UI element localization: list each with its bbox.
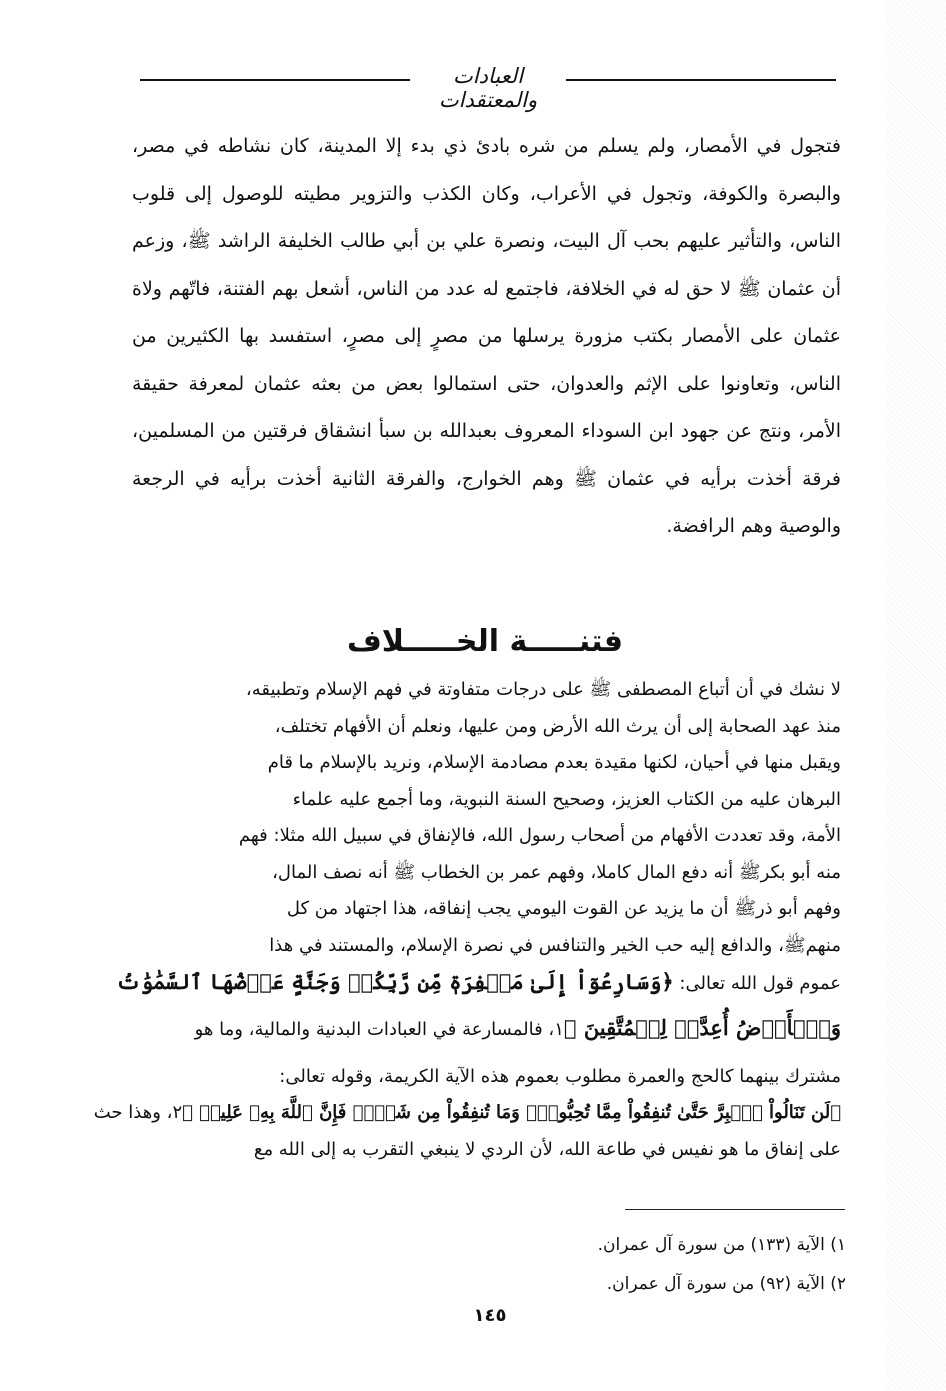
paragraph-2-line: ويقبل منها في أحيان، لكنها مقيدة بعدم مصادمة الإسلام، ونريد بالإسلام ما قام (267, 752, 841, 773)
paragraph-2-line: على إنفاق ما هو نفيس في طاعة الله، لأن الردي لا ينبغي التقرب به إلى الله مع (253, 1138, 841, 1160)
paragraph-2-line: منهمﷺ، والدافع إليه حب الخير والتنافس في نصرة الإسلام، والمستند في هذا (269, 934, 841, 956)
section-title: فتنـــــة الخـــــلاف (346, 624, 624, 659)
line-suffix: ٢، وهذا حث (93, 1102, 183, 1123)
paragraph-2-line: منه أبو بكرﷺ أنه دفع المال كاملا، وفهم عمر بن الخطاب ﷺ أنه نصف المال، (272, 861, 841, 883)
paragraph-2-line-with-verse (116, 964, 841, 1001)
line-prefix: عموم قول الله تعالى: (673, 973, 841, 994)
footnotes (446, 1226, 846, 1304)
paragraph-2-line-with-verse (93, 1095, 841, 1132)
line-suffix: ١، فالمسارعة في العبادات البدنية والمالية، وما هو (194, 1018, 564, 1040)
paragraph-2-line: البرهان عليه من الكتاب العزيز، وصحيح السنة النبوية، وما أجمع عليه علماء (292, 788, 841, 810)
paragraph-2-line: لا نشك في أن أتباع المصطفى ﷺ على درجات متفاوتة في فهم الإسلام وتطبيقه، (245, 679, 841, 700)
paragraph-1: فتجول في الأمصار، ولم يسلم من شره بادئ ذي بدء إلا المدينة، كان نشاطه في مصر، والبصرة والكوفة، وتجول في الأعراب، وكان الكذب والتزوير مطيته للوصول إلى قلوب الناس، والتأثير عليهم بحب آل البيت، ونصرة علي بن أبي طالب الخليفة الراشد ﷺ، وزعم أن عثمان ﷺ لا حق له في الخلافة، فاجتمع له عدد من الناس، أشعل بهم الفتنة، فاتّهم ولاة عثمان على الأمصار بكتب مزورة يرسلها من مصرٍ إلى مصرٍ، استفسد بها الكثيرين من الناس، وتعاونوا على الإثم والعدوان، حتى استمالوا بعض من بعثه عثمان لمعرفة حقيقة الأمر، ونتج عن جهود ابن السوداء المعروف بعبدالله بن سبأ انشقاق فرقتين من المسلمين، فرقة أخذت برأيه في عثمان ﷺ وهم الخوارج، والفرقة الثانية أخذت برأيه في الرجعة والوصية وهم الرافضة. (132, 135, 841, 537)
footnote-separator (625, 1209, 845, 1210)
header-title: العبادات والمعتقدات (438, 64, 538, 112)
footnote-2: ٢) الآية (٩٢) من سورة آل عمران. (606, 1274, 846, 1294)
paragraph-2-line: الأمة، وقد تعددت الأفهام من أصحاب رسول الله، فالإنفاق في سبيل الله مثلا: فهم (238, 825, 841, 846)
page-number: ١٤٥ (473, 1305, 507, 1326)
quran-verse-2: ﴿لَن تَنَالُواْ ٱلۡبِرَّ حَتَّىٰ تُنفِقُواْ مِمَّا تُحِبُّونَۚ وَمَا تُنفِقُواْ مِن شَيۡءٖ فَإِنَّ ٱللَّهَ بِهِۦ عَلِيمٞ ﴾ (182, 1102, 841, 1123)
quran-verse-1-part-1: ﴿وَسَارِعُوٓاْ إِلَىٰ مَغۡفِرَةٖ مِّن رَّبِّكُمۡ وَجَنَّةٍ عَرۡضُهَا ٱلسَّمَٰوَٰتُ (116, 969, 674, 994)
quran-verse-1-part-2: وَٱلۡأَرۡضُ أُعِدَّتۡ لِلۡمُتَّقِينَ ﴾ (563, 1014, 841, 1040)
running-header (140, 62, 836, 112)
footnote-1: ١) الآية (١٣٣) من سورة آل عمران. (597, 1235, 846, 1255)
paragraph-2-line: مشترك بينهما كالحج والعمرة مطلوب بعموم هذه الآية الكريمة، وقوله تعالى: (279, 1065, 841, 1087)
paragraph-2 (93, 672, 841, 1168)
header-rule-right (566, 79, 836, 81)
scan-noise-edge (886, 0, 946, 1391)
paragraph-2-line: منذ عهد الصحابة إلى أن يرث الله الأرض ومن عليها، ونعلم أن الأفهام تختلف، (274, 715, 841, 737)
header-rule-left (140, 79, 410, 81)
paragraph-2-line: وفهم أبو ذرﷺ أن ما يزيد عن القوت اليومي يجب إنفاقه، هذا اجتهاد من كل (286, 898, 841, 919)
paragraph-2-line-with-verse (132, 1001, 841, 1059)
